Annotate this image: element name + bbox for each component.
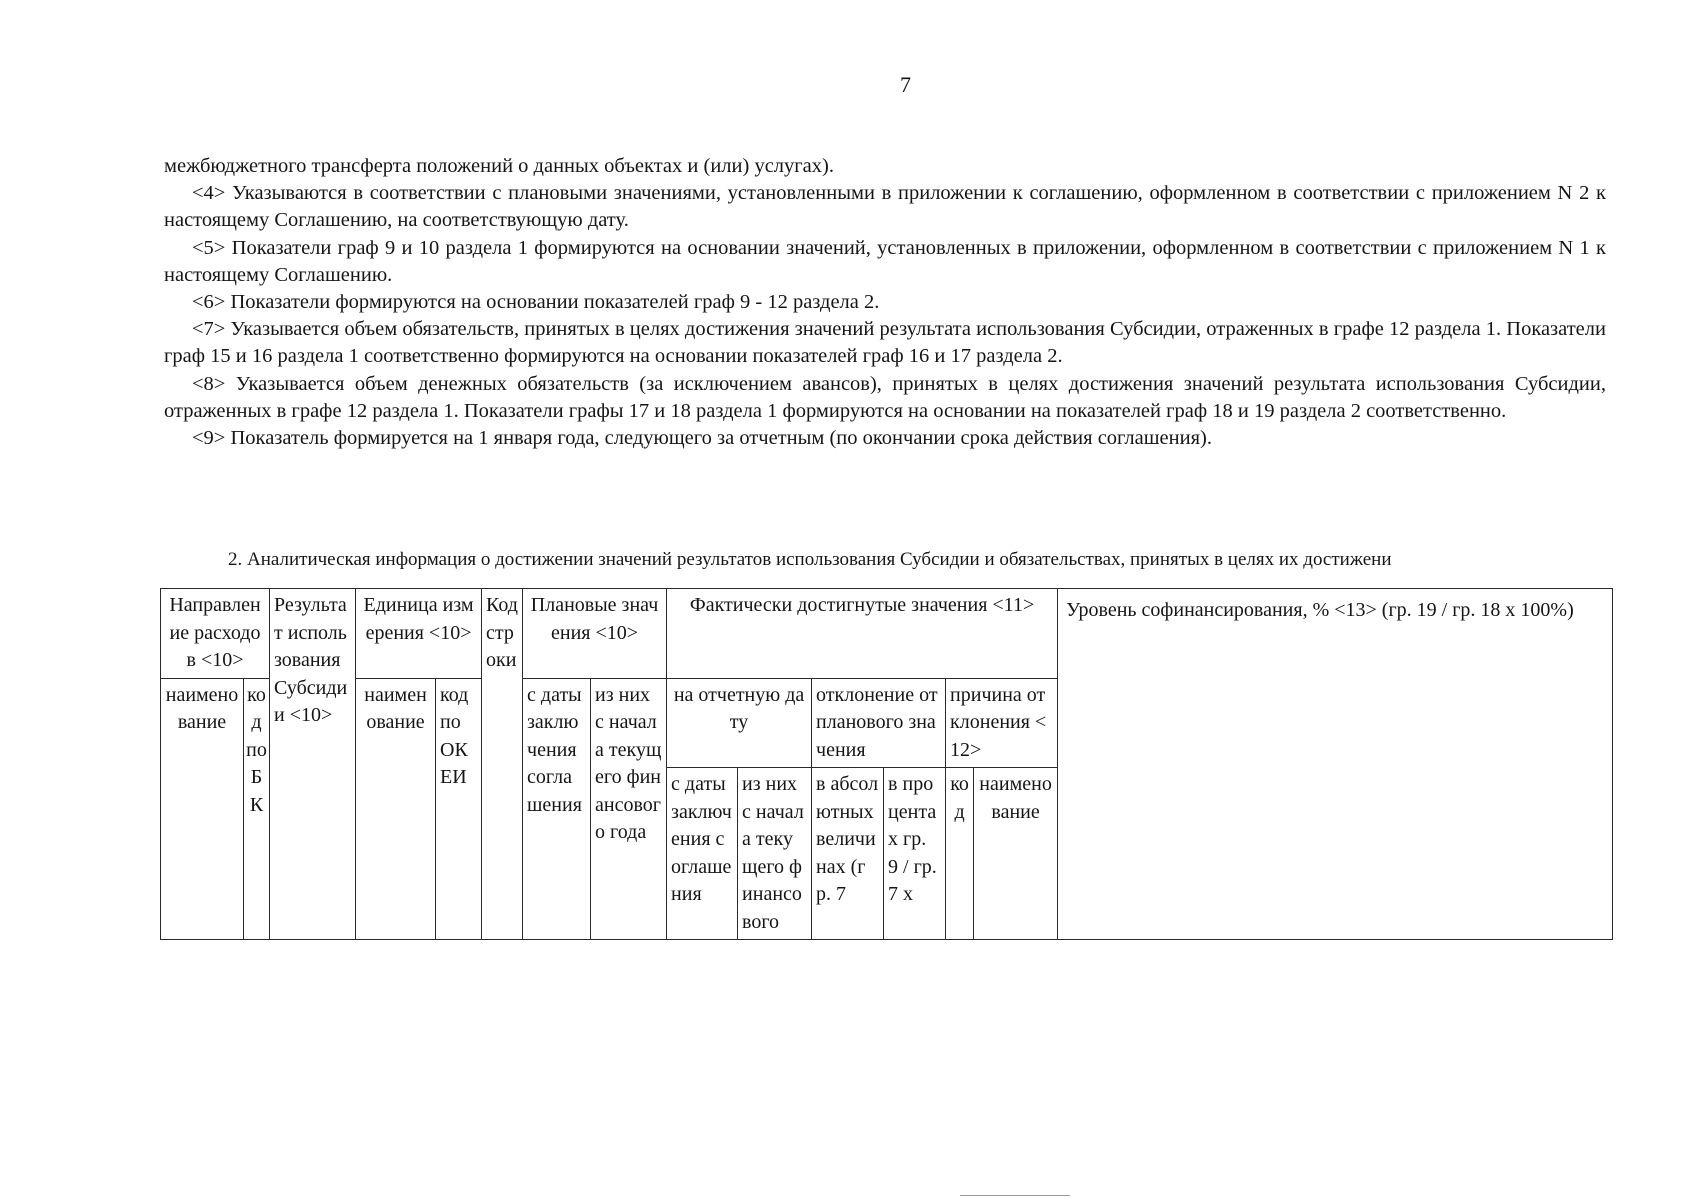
page-number: 7 (900, 72, 911, 97)
header-percent: в процентах гр. 9 / гр. 7 х (884, 768, 946, 940)
header-planned-from-year: из них с начала текущего финансового года (591, 678, 667, 940)
analytics-table (160, 588, 1613, 940)
footnotes (164, 153, 1606, 452)
header-result: Результат использования Субсидии <10> (270, 589, 356, 940)
footnote-5: <5> Показатели граф 9 и 10 раздела 1 формируются на основании значений, установленных в приложении, оформленном в соответствии с приложением N 1 к настоящему Соглашению. (164, 236, 1606, 286)
header-cofinancing: Уровень софинансирования, % <13> (гр. 19 / гр. 18 х 100%) (1058, 589, 1613, 940)
footnote-4: <4> Указываются в соответствии с плановыми значениями, установленными в приложении к соглашению, оформленном в соответствии с приложением N 2 к настоящему Соглашению, на соответствующую дату. (164, 182, 1606, 232)
header-deviation: отклонение от планового значения (812, 678, 946, 768)
header-reason-name: наименование (974, 768, 1058, 940)
header-direction: Направление расходов <10> (161, 589, 270, 679)
section-heading: 2. Аналитическая информация о достижении значений результатов использования Субсидии и обязательствах, принятых в целях их достижени (228, 549, 1392, 570)
footnote-8: <8> Указывается объем денежных обязательств (за исключением авансов), принятых в целях достижения значений результата использования Субсидии, отраженных в графе 12 раздела 1. Показатели графы 17 и 18 раздела 1 формируются на основании на показателей граф 18 и 19 раздела 2 соответственно. (164, 372, 1606, 422)
footnote-9: <9> Показатель формируется на 1 января года, следующего за отчетным (по окончании срока действия соглашения). (192, 427, 1212, 450)
scan-mark (960, 1195, 1070, 1196)
table-header-row-1 (161, 589, 1613, 679)
header-unit: Единица измерения <10> (356, 589, 482, 679)
header-reason: причина отклонения <12> (946, 678, 1058, 768)
header-reason-code: код (946, 768, 974, 940)
footnote-continuation: межбюджетного трансферта положений о данных объектах и (или) услугах). (164, 155, 834, 177)
header-on-report-date: на отчетную дату (667, 678, 812, 768)
header-unit-code: код по ОКЕИ (436, 678, 482, 940)
header-line-code: Код строки (482, 589, 523, 940)
header-direction-code: код по БК (244, 678, 270, 940)
footnote-7: <7> Указывается объем обязательств, принятых в целях достижения значений результата использования Субсидии, отраженных в графе 12 раздела 1. Показатели граф 15 и 16 раздела 1 соответственно формируются на основании показателей граф 16 и 17 раздела 2. (164, 318, 1606, 368)
footnote-6: <6> Показатели формируются на основании показателей граф 9 - 12 раздела 2. (192, 291, 880, 314)
header-abs-values: в абсолютных величинах (гр. 7 (812, 768, 884, 940)
header-planned: Плановые значения <10> (523, 589, 667, 679)
header-actual-from-date: с даты заключения соглашения (667, 768, 738, 940)
header-actual-from-year: из них с начала текущего финансового (738, 768, 812, 940)
header-direction-name: наименование (161, 678, 244, 940)
header-unit-name: наименование (356, 678, 436, 940)
header-actual: Фактически достигнутые значения <11> (667, 589, 1058, 679)
header-planned-from-date: с даты заключения соглашения (523, 678, 591, 940)
